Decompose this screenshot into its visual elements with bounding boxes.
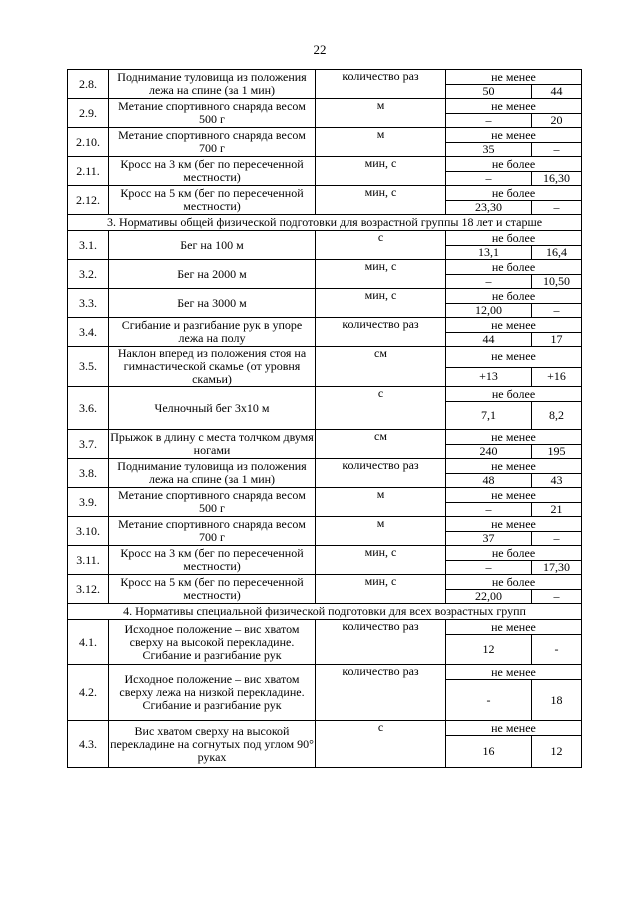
value-female: 16,30 (532, 172, 582, 186)
exercise-name: Метание спортивного снаряда весом 500 г (109, 99, 316, 128)
value-male: - (446, 680, 532, 721)
row-number: 4.2. (68, 665, 109, 721)
value-male: 50 (446, 85, 532, 99)
value-male: 12,00 (446, 304, 532, 318)
value-female: 16,4 (532, 246, 582, 260)
standards-table (67, 69, 582, 768)
table-row (68, 347, 582, 368)
exercise-name: Метание спортивного снаряда весом 700 г (109, 517, 316, 546)
value-female: - (532, 635, 582, 665)
section-heading: 3. Нормативы общей физической подготовки для возрастной группы 18 лет и старше (68, 215, 582, 231)
condition-cell: не более (446, 157, 582, 172)
value-female: – (532, 590, 582, 604)
condition-cell: не менее (446, 99, 582, 114)
condition-cell: не менее (446, 318, 582, 333)
row-number: 3.3. (68, 289, 109, 318)
table-row (68, 387, 582, 402)
value-male: 23,30 (446, 201, 532, 215)
table-row (68, 157, 582, 172)
table-row (68, 721, 582, 736)
row-number: 3.6. (68, 387, 109, 430)
exercise-name: Бег на 3000 м (109, 289, 316, 318)
unit-cell: количество раз (316, 665, 446, 721)
exercise-name: Поднимание туловища из положения лежа на спине (за 1 мин) (109, 459, 316, 488)
unit-cell: мин, с (316, 575, 446, 604)
row-number: 4.1. (68, 620, 109, 665)
value-male: 22,00 (446, 590, 532, 604)
row-number: 3.2. (68, 260, 109, 289)
table-row (68, 459, 582, 474)
table-row (68, 318, 582, 333)
value-female: 43 (532, 474, 582, 488)
unit-cell: м (316, 488, 446, 517)
value-female: – (532, 143, 582, 157)
row-number: 3.12. (68, 575, 109, 604)
unit-cell: м (316, 128, 446, 157)
row-number: 2.10. (68, 128, 109, 157)
value-male: 35 (446, 143, 532, 157)
value-female: 195 (532, 445, 582, 459)
exercise-name: Кросс на 5 км (бег по пересеченной местности) (109, 575, 316, 604)
table-row (68, 70, 582, 85)
value-male: – (446, 172, 532, 186)
row-number: 4.3. (68, 721, 109, 768)
exercise-name: Исходное положение – вис хватом сверху на высокой перекладине. Сгибание и разгибание рук (109, 620, 316, 665)
exercise-name: Метание спортивного снаряда весом 500 г (109, 488, 316, 517)
condition-cell: не менее (446, 620, 582, 635)
value-male: 44 (446, 333, 532, 347)
value-male: – (446, 503, 532, 517)
condition-cell: не менее (446, 128, 582, 143)
condition-cell: не более (446, 575, 582, 590)
table-row (68, 99, 582, 114)
page-number: 22 (313, 42, 327, 57)
condition-cell: не менее (446, 721, 582, 736)
condition-cell: не менее (446, 517, 582, 532)
row-number: 3.5. (68, 347, 109, 387)
value-female: 17,30 (532, 561, 582, 575)
value-female: 18 (532, 680, 582, 721)
table-row (68, 546, 582, 561)
unit-cell: мин, с (316, 260, 446, 289)
table-row (68, 517, 582, 532)
condition-cell: не более (446, 186, 582, 201)
exercise-name: Наклон вперед из положения стоя на гимнастической скамье (от уровня скамьи) (109, 347, 316, 387)
value-male: – (446, 561, 532, 575)
unit-cell: количество раз (316, 620, 446, 665)
section-row (68, 604, 582, 620)
exercise-name: Кросс на 5 км (бег по пересеченной местности) (109, 186, 316, 215)
section-heading: 4. Нормативы специальной физической подготовки для всех возрастных групп (68, 604, 582, 620)
exercise-name: Сгибание и разгибание рук в упоре лежа на полу (109, 318, 316, 347)
value-female: 44 (532, 85, 582, 99)
exercise-name: Бег на 2000 м (109, 260, 316, 289)
row-number: 2.9. (68, 99, 109, 128)
exercise-name: Вис хватом сверху на высокой перекладине на согнутых под углом 90° руках (109, 721, 316, 768)
value-female: 20 (532, 114, 582, 128)
value-male: 240 (446, 445, 532, 459)
value-male: 12 (446, 635, 532, 665)
exercise-name: Бег на 100 м (109, 231, 316, 260)
exercise-name: Поднимание туловища из положения лежа на спине (за 1 мин) (109, 70, 316, 99)
table-row (68, 289, 582, 304)
table-row (68, 231, 582, 246)
row-number: 2.11. (68, 157, 109, 186)
value-female: 21 (532, 503, 582, 517)
unit-cell: количество раз (316, 459, 446, 488)
table-row (68, 488, 582, 503)
unit-cell: мин, с (316, 546, 446, 575)
table-row (68, 128, 582, 143)
exercise-name: Челночный бег 3x10 м (109, 387, 316, 430)
value-female: – (532, 201, 582, 215)
value-female: – (532, 532, 582, 546)
row-number: 3.1. (68, 231, 109, 260)
value-female: 8,2 (532, 402, 582, 430)
exercise-name: Исходное положение – вис хватом сверху лежа на низкой перекладине. Сгибание и разгибание рук (109, 665, 316, 721)
table-row (68, 665, 582, 680)
condition-cell: не более (446, 546, 582, 561)
unit-cell: с (316, 231, 446, 260)
unit-cell: количество раз (316, 70, 446, 99)
unit-cell: мин, с (316, 289, 446, 318)
value-male: 48 (446, 474, 532, 488)
exercise-name: Метание спортивного снаряда весом 700 г (109, 128, 316, 157)
condition-cell: не более (446, 387, 582, 402)
value-female: +16 (532, 367, 582, 386)
unit-cell: м (316, 517, 446, 546)
condition-cell: не менее (446, 347, 582, 368)
value-male: +13 (446, 367, 532, 386)
row-number: 3.7. (68, 430, 109, 459)
row-number: 3.9. (68, 488, 109, 517)
value-male: 13,1 (446, 246, 532, 260)
table-row (68, 430, 582, 445)
condition-cell: не более (446, 289, 582, 304)
value-male: 7,1 (446, 402, 532, 430)
value-male: – (446, 275, 532, 289)
row-number: 2.8. (68, 70, 109, 99)
value-female: 17 (532, 333, 582, 347)
condition-cell: не более (446, 231, 582, 246)
unit-cell: мин, с (316, 157, 446, 186)
condition-cell: не менее (446, 70, 582, 85)
table-row (68, 620, 582, 635)
value-female: 12 (532, 736, 582, 768)
unit-cell: количество раз (316, 318, 446, 347)
value-male: – (446, 114, 532, 128)
exercise-name: Кросс на 3 км (бег по пересеченной местности) (109, 546, 316, 575)
row-number: 3.8. (68, 459, 109, 488)
table-row (68, 575, 582, 590)
unit-cell: мин, с (316, 186, 446, 215)
row-number: 2.12. (68, 186, 109, 215)
condition-cell: не менее (446, 430, 582, 445)
unit-cell: м (316, 99, 446, 128)
condition-cell: не менее (446, 665, 582, 680)
condition-cell: не менее (446, 459, 582, 474)
exercise-name: Прыжок в длину с места толчком двумя ногами (110, 430, 314, 457)
unit-cell: с (316, 387, 446, 430)
row-number: 3.4. (68, 318, 109, 347)
value-female: 10,50 (532, 275, 582, 289)
unit-cell: с (316, 721, 446, 768)
condition-cell: не менее (446, 488, 582, 503)
row-number: 3.10. (68, 517, 109, 546)
value-male: 16 (446, 736, 532, 768)
value-male: 37 (446, 532, 532, 546)
row-number: 3.11. (68, 546, 109, 575)
value-female: – (532, 304, 582, 318)
unit-cell: см (316, 347, 446, 387)
section-row (68, 215, 582, 231)
condition-cell: не более (446, 260, 582, 275)
table-row (68, 260, 582, 275)
unit-cell: см (316, 430, 446, 459)
table-row (68, 186, 582, 201)
exercise-name: Кросс на 3 км (бег по пересеченной местности) (109, 157, 316, 186)
